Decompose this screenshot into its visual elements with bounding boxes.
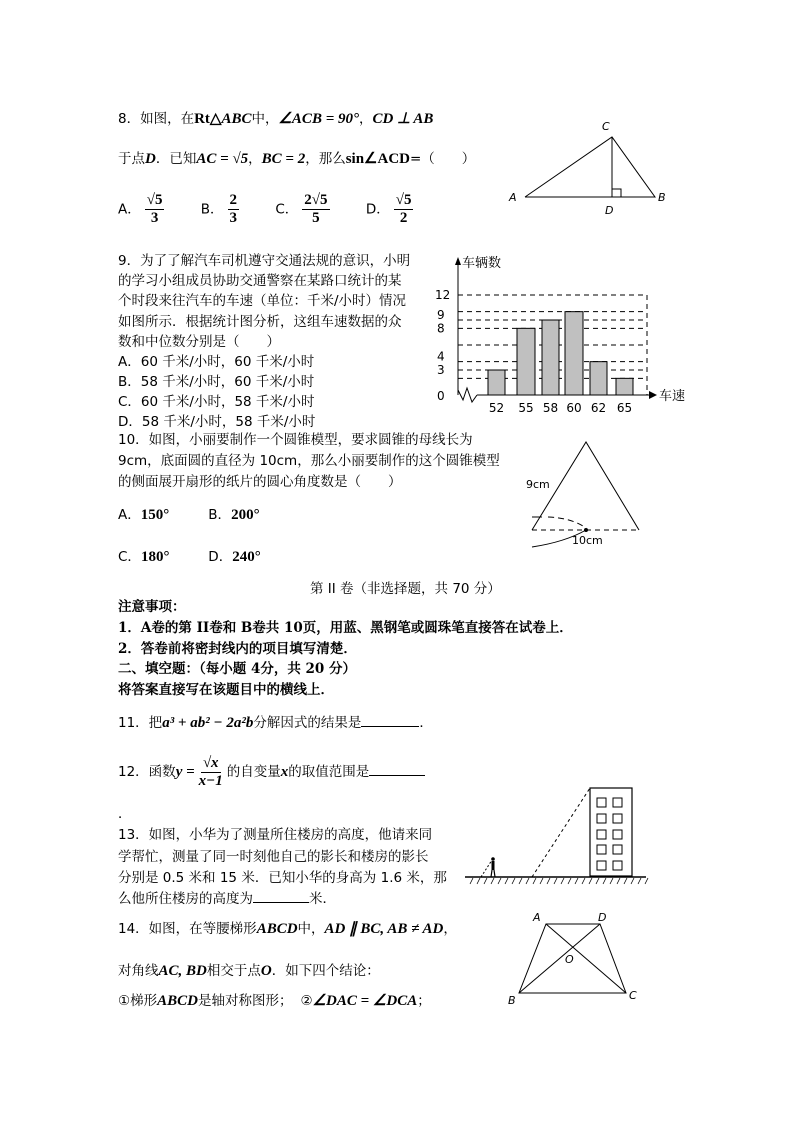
q11	[118, 714, 433, 732]
q9-line: 个时段来往汽车的车速（单位：千米/小时）情况	[118, 293, 407, 309]
q8-text: =（ ）	[410, 151, 476, 167]
q11-text: 11．把	[118, 715, 163, 731]
q13-building-figure	[460, 780, 660, 890]
denominator: 3	[229, 210, 238, 226]
option-label: B．	[208, 507, 232, 523]
fraction	[394, 192, 414, 227]
q13-text: 么他所住楼房的高度为	[118, 891, 253, 907]
q12-x: x	[280, 764, 289, 780]
x-axis-arrow-icon	[649, 391, 657, 399]
y-tick-label: 9	[437, 308, 445, 322]
bar-62	[590, 362, 607, 395]
chart-bars	[488, 312, 633, 395]
q9-option-a[interactable]: A．60 千米/小时，60 千米/小时	[118, 354, 315, 370]
y-tick-label: 8	[437, 321, 445, 336]
q14-text: 中，	[297, 921, 325, 937]
numerator: 2	[229, 192, 238, 208]
q8-text: 于点	[118, 151, 145, 167]
q13-line: 13．如图，小华为了测量所住楼房的高度，他请来同	[118, 827, 433, 843]
q14-text: 14．如图，在等腰梯形	[118, 921, 257, 937]
q10-options-row1	[118, 506, 260, 524]
denominator: 3	[150, 210, 159, 226]
q11-text: ．	[419, 715, 433, 731]
q14-diagonals: AC, BD	[158, 963, 207, 979]
x-tick-label: 65	[616, 401, 633, 415]
q14-line3	[118, 992, 431, 1010]
q8-text: ，	[359, 111, 373, 127]
q12-fraction	[199, 755, 223, 790]
q8-options	[118, 192, 445, 227]
diameter-label: 10cm	[572, 534, 603, 547]
q8-d: D	[145, 151, 156, 167]
q8-ac: AC = √5	[196, 151, 249, 167]
label-c: C	[602, 120, 610, 133]
q14-text: ②	[300, 993, 313, 1009]
label-b: B	[658, 191, 666, 204]
q10-cone-figure	[510, 430, 660, 550]
x-tick-labels	[489, 401, 632, 415]
q8-text: ，	[248, 151, 262, 167]
q10-line: 10．如图，小丽要制作一个圆锥模型，要求圆锥的母线长为	[118, 432, 473, 448]
y-axis-arrow-icon	[455, 257, 461, 265]
q10-line: 的侧面展开扇形的纸片的圆心角度数是（ ）	[118, 474, 402, 490]
numerator: √5	[395, 192, 412, 208]
q14-condition: AD ∥ BC, AB ≠ AD	[324, 921, 444, 937]
numerator: 2√5	[304, 192, 328, 208]
q8-line2	[118, 150, 475, 168]
x-tick-label: 62	[590, 401, 607, 415]
q9-option-c[interactable]: C．60 千米/小时，58 千米/小时	[118, 394, 315, 410]
q8-option-c[interactable]	[275, 192, 333, 227]
q8-option-b[interactable]	[201, 192, 243, 227]
y-tick-label: 12	[435, 288, 451, 302]
part-instruction: 将答案直接写在该题目中的横线上．	[118, 682, 334, 698]
q14-text: ．如下四个结论：	[271, 963, 380, 979]
q12-text: 12．函数	[118, 764, 176, 780]
bar-65	[616, 378, 633, 395]
q12-end: ．	[118, 806, 132, 822]
x-tick-label: 55	[518, 401, 534, 415]
part-title: 二、填空题：（每小题 4分，共 20 分）	[118, 661, 357, 677]
q8-text: 8．如图，在	[118, 111, 195, 127]
q9-line: 数和中位数分别是（ ）	[118, 334, 280, 350]
x-axis-label: 车速	[659, 389, 686, 404]
label-o: O	[565, 953, 574, 966]
q11-text: 分解因式的结果是	[253, 715, 362, 731]
q8-option-d[interactable]	[366, 192, 418, 227]
q8-triangle-figure	[500, 110, 680, 220]
label-c: C	[629, 989, 637, 1002]
option-label: A．	[118, 201, 141, 218]
q14-line1	[118, 920, 457, 938]
q8-text: ，那么	[305, 151, 346, 167]
q14-text: ，	[443, 921, 457, 937]
notes-title: 注意事项：	[118, 599, 186, 615]
q12	[118, 752, 425, 792]
bar-58	[542, 320, 559, 395]
section-title: 第 II 卷（非选择题，共 70 分）	[310, 581, 501, 597]
q8-angle: ∠ACB = 90°	[278, 111, 359, 127]
person-icon	[491, 857, 495, 877]
q12-text: 的取值范围是	[288, 764, 370, 780]
option-label: D．	[208, 549, 233, 565]
label-d: D	[605, 204, 614, 217]
q8-rt: Rt△	[194, 111, 222, 127]
note-item: 1．A卷的第 II卷和 B卷共 10页，用蓝、黑钢笔或圆珠笔直接答在试卷上．	[118, 620, 573, 636]
q14-o: O	[260, 963, 272, 979]
option-label: C．	[118, 549, 141, 565]
q9-line: 如图所示．根据统计图分析，这组车速数据的众	[118, 314, 402, 330]
q10-option-d[interactable]	[208, 549, 260, 565]
q10-option-a[interactable]	[118, 506, 204, 524]
q10-option-c[interactable]	[118, 548, 204, 566]
label-d: D	[598, 911, 607, 924]
label-a: A	[509, 191, 517, 204]
q10-options-row2	[118, 548, 261, 566]
denominator: 5	[312, 210, 320, 226]
q13-last-line	[118, 890, 336, 908]
q14-text: 是轴对称图形；	[197, 993, 293, 1009]
q8-sin: sin∠ACD	[345, 151, 410, 167]
option-label: C．	[275, 201, 299, 218]
bar-55	[517, 328, 535, 395]
denominator: 2	[399, 210, 408, 226]
q14-abcd: ABCD	[157, 993, 198, 1009]
q10-line: 9cm，底面圆的直径为 10cm，那么小丽要制作的这个圆锥模型	[118, 453, 500, 469]
q8-text: 中，	[251, 111, 279, 127]
numerator: √5	[146, 192, 163, 208]
label-a: A	[533, 911, 541, 924]
option-label: A．	[118, 507, 141, 523]
q8-abc: ABC	[221, 111, 252, 127]
option-label: D．	[365, 201, 390, 218]
option-value: 180°	[140, 549, 170, 565]
q11-expression: a³ + ab² − 2a²b	[162, 715, 254, 731]
q14-text: 对角线	[118, 963, 159, 979]
q10-option-b[interactable]	[208, 507, 259, 523]
fraction	[302, 192, 329, 227]
slant-height-label: 9cm	[526, 478, 550, 491]
x-tick-label: 52	[488, 401, 505, 415]
q8-text: ．已知	[155, 151, 197, 167]
speed-bar-chart	[435, 250, 695, 420]
q12-y: y =	[175, 764, 195, 780]
q13-answer-blank[interactable]	[253, 890, 309, 903]
q12-answer-blank[interactable]	[369, 763, 425, 776]
axis-break-icon	[458, 388, 477, 402]
q14-abcd: ABCD	[256, 921, 298, 937]
option-value: 150°	[140, 507, 170, 523]
y-tick-label: 3	[437, 363, 445, 377]
q13-line: 学帮忙，测量了同一时刻他自己的影长和楼房的影长	[118, 849, 429, 865]
option-value: 200°	[231, 507, 260, 523]
q11-answer-blank[interactable]	[361, 714, 419, 727]
y-tick-labels	[435, 288, 450, 403]
y-tick-label: 0	[437, 389, 445, 403]
q8-option-a[interactable]	[118, 192, 168, 227]
fraction	[228, 192, 240, 227]
q13-text: 米．	[309, 891, 336, 907]
denominator: x−1	[198, 772, 223, 789]
q14-text: ；	[417, 993, 431, 1009]
q9-line: 9．为了了解汽车司机遵守交通法规的意识，小明	[118, 253, 411, 269]
q9-option-b[interactable]: B．58 千米/小时，60 千米/小时	[118, 374, 315, 390]
q14-equation: ∠DAC = ∠DCA	[312, 993, 418, 1009]
q12-text: 的自变量	[226, 764, 281, 780]
option-value: 240°	[232, 549, 261, 565]
q14-text: 相交于点	[206, 963, 261, 979]
q8-perp: CD ⊥ AB	[372, 111, 434, 127]
note-item: 2．答卷前将密封线内的项目填写清楚．	[118, 641, 357, 657]
label-b: B	[508, 994, 516, 1005]
q13-line: 分别是 0.5 米和 15 米．已知小华的身高为 1.6 米，那	[118, 870, 447, 886]
q14-trapezoid-figure	[495, 905, 655, 1005]
q8-bc: BC = 2	[261, 151, 306, 167]
q14-text: ①梯形	[118, 993, 158, 1009]
bar-60	[565, 312, 583, 395]
y-tick-label: 4	[437, 349, 445, 364]
q9-line: 的学习小组成员协助交通警察在某路口统计的某	[118, 273, 402, 289]
q9-option-d[interactable]: D．58 千米/小时，58 千米/小时	[118, 414, 316, 430]
q14-line2	[118, 962, 380, 980]
option-label: B．	[200, 201, 224, 218]
q8-line1	[118, 110, 433, 128]
x-tick-label: 60	[566, 401, 582, 415]
x-tick-label: 58	[542, 401, 559, 415]
fraction	[145, 192, 165, 227]
y-axis-label: 车辆数	[462, 256, 502, 271]
numerator: √x	[202, 754, 219, 771]
bar-52	[488, 370, 505, 395]
